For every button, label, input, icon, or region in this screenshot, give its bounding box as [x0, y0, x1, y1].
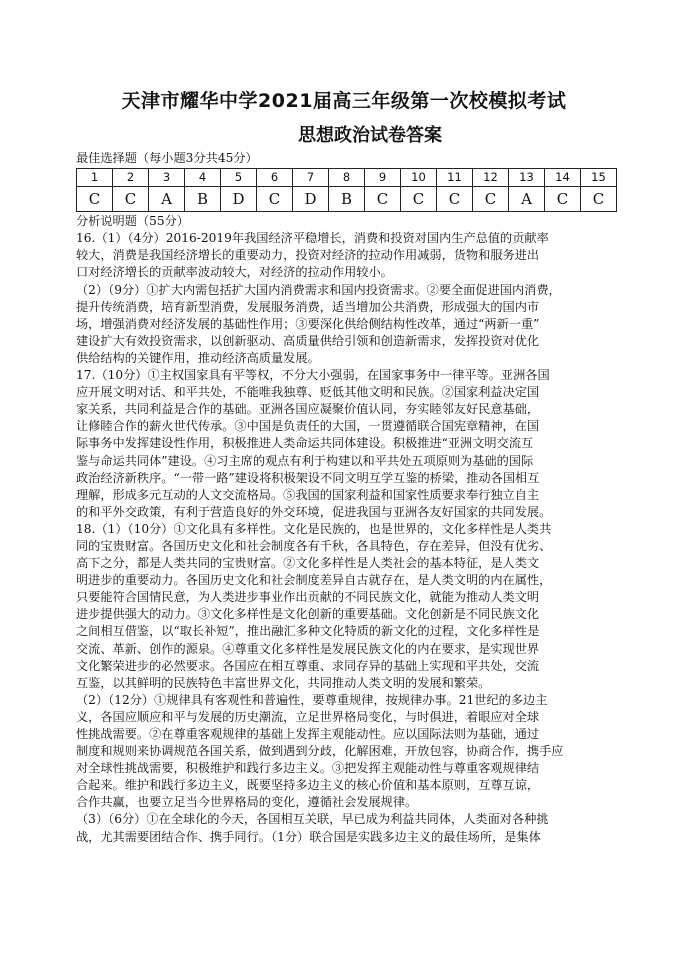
- text-line: 鉴与命运共同体”建设。④习主席的观点有利于构建以和平共处五项原则为基础的国际: [76, 453, 534, 468]
- answer-letter-cell: C: [113, 187, 149, 212]
- question-number-cell: 3: [149, 169, 185, 187]
- question-number-cell: 7: [293, 169, 329, 187]
- analysis-section-label: 分析说明题（55分）: [76, 214, 190, 229]
- answer-letter-cell: B: [329, 187, 365, 212]
- answer-letter-cell: C: [401, 187, 437, 212]
- text-line: 较大，消费是我国经济增长的重要动力，投资对经济的拉动作用减弱，货物和服务进出: [76, 248, 540, 263]
- answer-letter-cell: C: [581, 187, 617, 212]
- text-line: 提升传统消费，培育新型消费，发展服务消费，适当增加公共消费，形成强大的国内市: [76, 299, 540, 314]
- question-number-cell: 2: [113, 169, 149, 187]
- text-line: 16.（1）（4分）2016-2019年我国经济平稳增长，消费和投资对国内生产总值的贡献率: [76, 231, 549, 246]
- answer-body: [76, 230, 612, 845]
- question-number-cell: 14: [545, 169, 581, 187]
- text-line: （2）（9分）①扩大内需包括扩大国内消费需求和国内投资需求。②要全面促进国内消费，: [76, 282, 561, 297]
- mc-section-label: 最佳选择题（每小题3分共45分）: [76, 151, 258, 165]
- text-line: 合作共赢，也要立足当今世界格局的变化，遵循社会发展规律。: [76, 795, 418, 810]
- question-number-cell: 1: [77, 169, 113, 187]
- question-number-cell: 6: [257, 169, 293, 187]
- text-line: （2）（12分）①规律具有客观性和普遍性，要尊重规律，按规律办事。21世纪的多边主: [76, 692, 548, 707]
- answer-letter-cell: B: [185, 187, 221, 212]
- text-line: 互鉴，以其鲜明的民族特色丰富世界文化，共同推动人类文明的发展和繁荣。: [76, 675, 491, 690]
- text-line: 让修睦合作的薪火世代传承。③中国是负责任的大国，一贯遵循联合国宪章精神，在国: [76, 419, 540, 434]
- text-line: 只要能符合国情民意，为人类进步事业作出贡献的不同民族文化，就能为推动人类文明: [76, 590, 540, 605]
- answer-letter-cell: C: [77, 187, 113, 212]
- text-line: 交流、革新、创作的源泉。④尊重文化多样性是发展民族文化的内在要求，是实现世界: [76, 641, 540, 656]
- text-line: 口对经济增长的贡献率波动较大，对经济的拉动作用较小。: [76, 265, 393, 280]
- question-number-cell: 9: [365, 169, 401, 187]
- question-number-cell: 11: [437, 169, 473, 187]
- answer-letter-cell: A: [509, 187, 545, 212]
- text-line: 家关系，共同利益是合作的基础。亚洲各国应凝聚价值认同，夯实睦邻友好民意基础，: [76, 402, 540, 417]
- answer-letter-cell: D: [221, 187, 257, 212]
- question-number-cell: 10: [401, 169, 437, 187]
- answer-letter-cell: A: [149, 187, 185, 212]
- text-line: 建设扩大有效投资需求，以创新驱动、高质量供给引领和创造新需求，发挥投资对优化: [76, 333, 540, 348]
- answer-letter-row: [77, 187, 617, 212]
- text-line: 明进步的重要动力。各国历史文化和社会制度差异自古就存在，是人类文明的内在属性，: [76, 573, 552, 588]
- question-number-cell: 12: [473, 169, 509, 187]
- text-line: 供给结构的关键作用，推动经济高质量发展。: [76, 350, 320, 365]
- question-number-row: [77, 169, 617, 187]
- text-line: 应开展文明对话、和平共处，不能唯我独尊、贬低其他文明和民族。②国家利益决定国: [76, 385, 540, 400]
- question-number-cell: 4: [185, 169, 221, 187]
- text-line: 场，增强消费对经济发展的基础性作用；③要深化供给侧结构性改革，通过“两新一重”: [76, 316, 540, 331]
- text-line: 18.（1）（10分）①文化具有多样性。文化是民族的，也是世界的，文化多样性是人类共: [76, 521, 552, 536]
- text-line: 进步提供强大的动力。③文化多样性是文化创新的重要基础。文化创新是不同民族文化: [76, 607, 540, 622]
- text-line: 义，各国应顺应和平与发展的历史潮流，立足世界格局变化，与时俱进，着眼应对全球: [76, 709, 540, 724]
- text-line: 际事务中发挥建设性作用，积极推进人类命运共同体建设。积极推进“亚洲文明交流互: [76, 436, 534, 451]
- question-number-cell: 15: [581, 169, 617, 187]
- text-line: 性挑战需要。②在尊重客观规律的基础上发挥主观能动性。应以国际法则为基础，通过: [76, 727, 540, 741]
- text-line: 对全球性挑战需要，积极维护和践行多边主义。③把发挥主观能动性与尊重客观规律结: [76, 761, 540, 776]
- text-line: 政治经济新秩序。“一带一路”建设将积极架设不同文明互学互鉴的桥梁，推动各国相互: [76, 470, 540, 485]
- answer-letter-cell: C: [365, 187, 401, 212]
- text-line: 同的宝贵财富。各国历史文化和社会制度各有千秋，各具特色，存在差异，但没有优劣、: [76, 538, 552, 553]
- text-line: 制度和规则来协调规范各国关系，做到遇到分歧，化解困难，开放包容，协商合作，携手应: [76, 744, 564, 759]
- answer-letter-cell: C: [545, 187, 581, 212]
- text-line: 战，尤其需要团结合作、携手同行。（1分）联合国是实践多边主义的最佳场所，是集体: [76, 829, 541, 844]
- page-title: 天津市耀华中学2021届高三年级第一次校模拟考试: [121, 90, 567, 112]
- answer-letter-cell: C: [257, 187, 293, 212]
- text-line: 之间相互借鉴，以“取长补短”，推出融汇多种文化特质的新文化的过程，文化多样性是: [76, 624, 540, 639]
- answer-letter-cell: C: [473, 187, 509, 212]
- question-number-cell: 5: [221, 169, 257, 187]
- text-line: 理解，形成多元互动的人文交流格局。⑤我国的国家利益和国家性质要求奉行独立自主: [76, 487, 540, 502]
- page-subtitle: 思想政治试卷答案: [298, 125, 442, 146]
- answer-letter-cell: D: [293, 187, 329, 212]
- text-line: 17.（10分）①主权国家具有平等权，不分大小强弱，在国家事务中一律平等。亚洲各国: [76, 368, 550, 383]
- text-line: 高下之分，都是人类共同的宝贵财富。②文化多样性是人类社会的基本特征，是人类文: [76, 556, 540, 571]
- text-line: 合起来。维护和践行多边主义，既要坚持多边主义的核心价值和基本原则，互尊互谅，: [76, 778, 540, 793]
- question-number-cell: 8: [329, 169, 365, 187]
- answer-letter-cell: C: [437, 187, 473, 212]
- answer-key-table: [76, 168, 617, 212]
- question-number-cell: 13: [509, 169, 545, 187]
- text-line: （3）（6分）①在全球化的今天，各国相互关联，早已成为利益共同体，人类面对各种挑: [76, 812, 549, 827]
- text-line: 文化繁荣进步的必然要求。各国应在相互尊重、求同存异的基础上实现和平共处，交流: [76, 658, 540, 673]
- text-line: 的和平外交政策，有利于营造良好的外交环境，促进我国与亚洲各友好国家的共同发展。: [76, 504, 552, 519]
- answer-content: [76, 150, 612, 846]
